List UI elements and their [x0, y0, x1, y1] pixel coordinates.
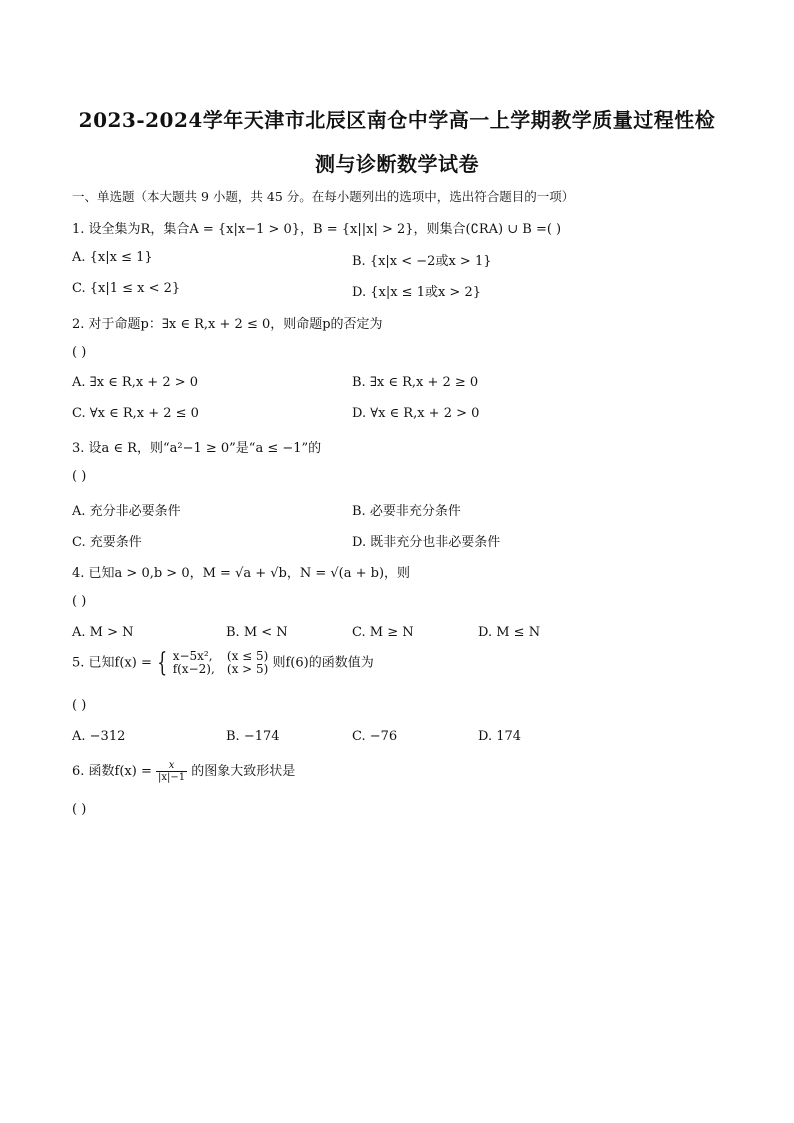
- question-3-option-d: D. 既非充分也非必要条件: [352, 535, 501, 550]
- question-5-option-a: A. −312: [72, 729, 126, 744]
- question-5-option-d: D. 174: [478, 729, 522, 744]
- question-4-option-b: B. M < N: [226, 625, 288, 640]
- question-2-option-a: A. ∃x ∈ R,x + 2 > 0: [72, 375, 199, 390]
- question-5-stem: [72, 650, 374, 676]
- question-1-option-a: A. {x|x ≤ 1}: [72, 250, 153, 265]
- question-2-stem: 2. 对于命题p：∃x ∈ R,x + 2 ≤ 0，则命题p的否定为: [72, 317, 383, 332]
- piecewise-case-2-cond: (x > 5): [226, 662, 269, 676]
- question-5-option-b: B. −174: [226, 729, 280, 744]
- page-title-line-1: 2023-2024学年天津市北辰区南仓中学高一上学期教学质量过程性检: [78, 108, 716, 132]
- question-6-answer-paren: ( ): [72, 802, 87, 817]
- piecewise-case-1-expr: x−5x²,: [172, 649, 213, 663]
- question-1-option-c: C. {x|1 ≤ x < 2}: [72, 281, 181, 296]
- question-1-option-b: B. {x|x < −2或x > 1}: [352, 254, 492, 269]
- fraction-denominator: |x|−1: [158, 772, 186, 783]
- question-6-stem-prefix: 6. 函数f(x) =: [72, 764, 152, 779]
- question-2-option-d: D. ∀x ∈ R,x + 2 > 0: [352, 406, 480, 421]
- piecewise-case-2-expr: f(x−2),: [172, 662, 215, 676]
- fraction: [156, 760, 187, 783]
- fraction-numerator: x: [156, 760, 187, 772]
- question-4-answer-paren: ( ): [72, 594, 87, 609]
- question-6-stem: [72, 760, 295, 783]
- question-4-option-c: C. M ≥ N: [352, 625, 414, 640]
- question-2-answer-paren: ( ): [72, 345, 87, 360]
- question-2-option-c: C. ∀x ∈ R,x + 2 ≤ 0: [72, 406, 199, 421]
- question-2-option-b: B. ∃x ∈ R,x + 2 ≥ 0: [352, 375, 479, 390]
- piecewise-conditions: [227, 650, 268, 676]
- question-3-option-b: B. 必要非充分条件: [352, 504, 461, 519]
- piecewise-case-1-cond: (x ≤ 5): [226, 649, 269, 663]
- question-5-option-c: C. −76: [352, 729, 398, 744]
- question-5-stem-suffix: 则f(6)的函数值为: [272, 655, 374, 671]
- question-4-option-a: A. M > N: [72, 625, 134, 640]
- question-3-stem: 3. 设a ∈ R，则“a²−1 ≥ 0”是“a ≤ −1”的: [72, 441, 322, 456]
- page-title-line-2: 测与诊断数学试卷: [315, 152, 479, 176]
- piecewise-expressions: [173, 650, 215, 676]
- question-4-stem: 4. 已知a > 0,b > 0，M = √a + √b，N = √(a + b)，则: [72, 566, 411, 581]
- question-3-option-a: A. 充分非必要条件: [72, 504, 181, 519]
- question-3-answer-paren: ( ): [72, 469, 87, 484]
- left-brace-symbol: {: [157, 648, 168, 678]
- question-3-option-c: C. 充要条件: [72, 535, 142, 550]
- section-heading: 一、单选题（本大题共 9 小题，共 45 分。在每小题列出的选项中，选出符合题目的一项）: [72, 189, 575, 204]
- question-5-answer-paren: ( ): [72, 698, 87, 713]
- question-4-option-d: D. M ≤ N: [478, 625, 541, 640]
- question-6-stem-suffix: 的图象大致形状是: [191, 764, 296, 779]
- question-5-stem-prefix: 5. 已知f(x) =: [72, 655, 152, 671]
- question-1-option-d: D. {x|x ≤ 1或x > 2}: [352, 285, 481, 300]
- question-1-stem: 1. 设全集为R，集合A = {x|x−1 > 0}，B = {x||x| > 2}，则集合(∁RA) ∪ B =( ): [72, 222, 562, 237]
